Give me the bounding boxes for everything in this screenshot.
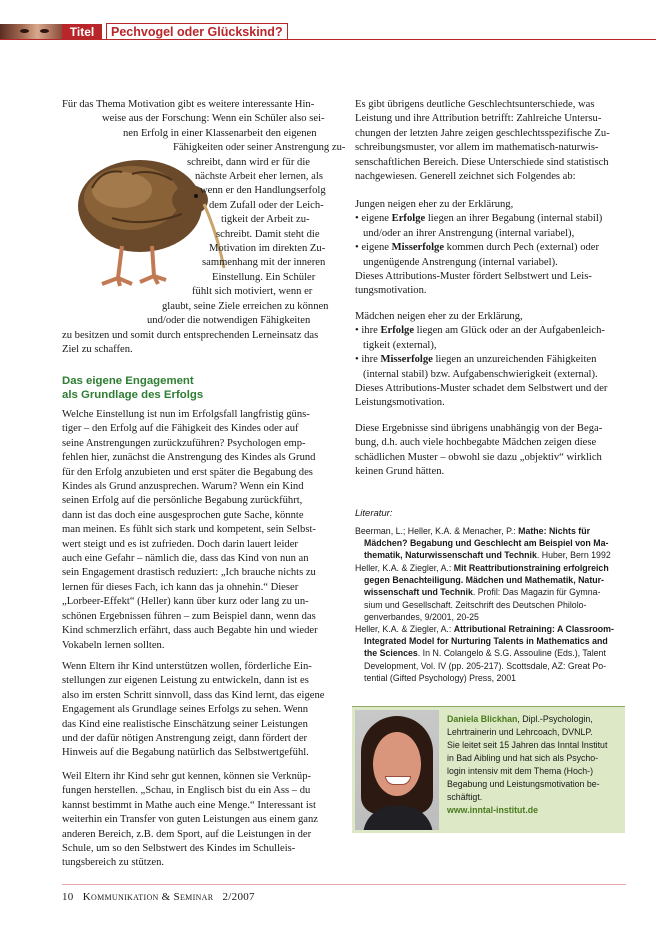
paragraph-gender-differences: Es gibt übrigens deutliche Geschlechtsunterschiede, was Leistung und ihre Attribution betrifft: Zahlreiche Untersu- chungen der letzten Jahre zeigen geschlechtsspezifische Zu- schreibungsmuster, vor allem im mathematisch-naturwis- senschaftlichen Bereich. Diese Unterschiede sind statistisch nachgewiesen. Generell zeichnet sich Folgendes ab:: [355, 99, 610, 183]
author-name: Daniela Blickhan: [447, 714, 518, 724]
author-box: [352, 706, 625, 833]
author-bio: Daniela Blickhan, Dipl.-Psychologin, Lehrtrainerin und Lehrcoach, DVNLP. Sie leitet seit 15 Jahren das Inntal Institut in Bad Aibling und hat sich als Psycho- login intensiv mit dem Thema (Hoch-) Begabung und Leistungsmotivation be- schäftigt. www.inntal-institut.de: [447, 713, 623, 817]
issue: 2/2007: [222, 891, 255, 903]
magazine-name: Kommunikation & Seminar: [82, 891, 214, 903]
boys-attribution: Jungen neigen eher zu der Erklärung, • eigene Erfolge liegen an ihrer Begabung (internal stabil) und/oder an ihrer Anstrengung (internal variabel), • eigene Misserfolge kommen durch Pech (external) oder ungenügende Anstrengung (internal variabel). Dieses Attributions-Muster fördert Selbstwert und Leis- tungsmotivation.: [355, 199, 603, 297]
girls-attribution: Mädchen neigen eher zu der Erklärung, • ihre Erfolge liegen am Glück oder an der Aufgabenleich- tigkeit (external), • ihre Misserfolge liegen an unzureichenden Fähigkeiten (internal stabil) bzw. Aufgabenschwierigkeit (external). Dieses Attributions-Muster schadet dem Selbstwert und der Leistungsmotivation.: [355, 311, 608, 409]
reference-3: Heller, K.A. & Ziegler, A.: Attributional Retraining: A Classroom- Integrated Model for Nurturing Talents in Mathematics and the Sciences. In N. Colangelo & S.G. Assouline (Eds.), Talent Development, Vol. IV (pp. 205-217). Scottsdale, AZ: Great Po- tential (Gifted Psychology) Press, 2001: [355, 624, 614, 683]
author-photo: [355, 710, 439, 830]
author-website-link[interactable]: www.inntal-institut.de: [447, 805, 539, 815]
section-label: Titel: [62, 24, 102, 40]
paragraph-findings: Diese Ergebnisse sind übrigens unabhängig von der Bega- bung, d.h. auch viele hochbegabte Mädchen zeigen diese schädlichen Muster – obwohl sie dazu „objektiv“ wirklich keinen Grund hätten.: [355, 423, 603, 478]
paragraph-parents-support: Wenn Eltern ihr Kind unterstützen wollen, förderliche Ein- stellungen zur eigenen Leistung zu entwickeln, dann ist es also im ersten Schritt sinnvoll, dass das Kind lernt, das eigene Engagement als Grundlage seines Erfolgs zu sehen. Wenn das Kind eine realistische Einschätzung seiner Leistungen und der dafür nötigen Anstrengung zeigt, dann fördert der Hinweis auf die Begabung natürlich das Selbstwertgefühl.: [62, 661, 325, 759]
header-rule: [0, 39, 656, 40]
paragraph-engagement: Welche Einstellung ist nun im Erfolgsfall langfristig güns- tiger – den Erfolg auf die Fähigkeit des Kindes oder auf seine Anstrengungen zurückzuführen? Psychologen emp- fehlen hier, zunächst die Anstrengung des Kindes als Grund für den Erfolg anzubieten und erst später die Begabung des Kindes als Grund anzusprechen. Warum? Wenn ein Kind seinen Erfolg auf die persönliche Begabung zurückführt, dann ist das doch eine ausgesprochen gute Sache, könnte man meinen. Es fühlt sich stark und kompetent, sein Selbst- wert steigt und es ist zufrieden. Doch darin lauert leider auch eine Gefahr – nämlich die, dass das Kind von nun an sein Engagement drastisch reduziert: „Ich brauche nichts zu lernen für dieses Fach, ich kann das ja ohnehin.“ Dieser „Lorbeer-Effekt“ (Heller) kann über kurz oder lang zu un- schönen Ergebnissen führen – zum Beispiel dann, wenn das Kind schmerzlich erfährt, dass auch Begabte hin und wieder Vokabeln lernen sollten.: [62, 409, 318, 651]
footer-rule: [62, 884, 626, 885]
reference-1: Beerman, L.; Heller, K.A. & Menacher, P.: Mathe: Nichts für Mädchen? Begabung und Geschlecht am Beispiel von Ma- thematik, Naturwissenschaft und Technik. Huber, Bern 1992: [355, 526, 611, 561]
intro-paragraph: Für das Thema Motivation gibt es weitere interessante Hin- weise aus der Forschung: Wenn ein Schüler also sei- nen Erfolg in einer Klassenarbeit den eigenen Fähigkeiten oder seiner Anstrengung zu- schreibt, dann wird er für die nächste Arbeit eher lernen, als wenn er den Handlungserfolg dem Zufall oder der Leich- tigkeit der Arbeit zu- schreibt. Damit steht die Motivation im direkten Zu- sammenhang mit der inneren Einstellung. Ein Schüler fühlt sich motiviert, wenn er glaubt, seine Ziele erreichen zu können und/oder die notwendigen Fähigkeiten zu besitzen und somit durch entsprechenden Lerneinsatz das Ziel zu schaffen.: [62, 99, 346, 355]
reference-2: Heller, K.A. & Ziegler, A.: Mit Reattributionstraining erfolgreich gegen Benachteiligung. Mädchen und Mathematik, Natur- wissenschaft und Technik. Profil: Das Magazin für Gymna- sium und Gesellschaft. Zeitschrift des Deutschen Philolo- genverbandes, 9/2001, 20-25: [355, 563, 609, 622]
section-heading: Das eigene Engagement als Grundlage des Erfolgs: [62, 375, 204, 401]
paragraph-transfer: Weil Eltern ihr Kind sehr gut kennen, können sie Verknüp- fungen herstellen. „Schau, in Englisch bist du ein Ass – du kannst bestimmt in Mathe auch eine Menge.“ Interessant ist weiterhin ein Transfer von guten Leistungen aus einem ganz anderen Bereich, z.B. dem Sport, auf die Leistungen in der Schule, um so den Selbstwert des Kindes im Schulleis- tungsbereich zu stützen.: [62, 771, 318, 869]
footer: [62, 891, 255, 903]
page-number: 10: [62, 891, 74, 903]
page-title: Pechvogel oder Glückskind?: [106, 23, 288, 40]
literature-label: Literatur:: [355, 508, 393, 519]
header-photo-strip: [0, 24, 62, 40]
